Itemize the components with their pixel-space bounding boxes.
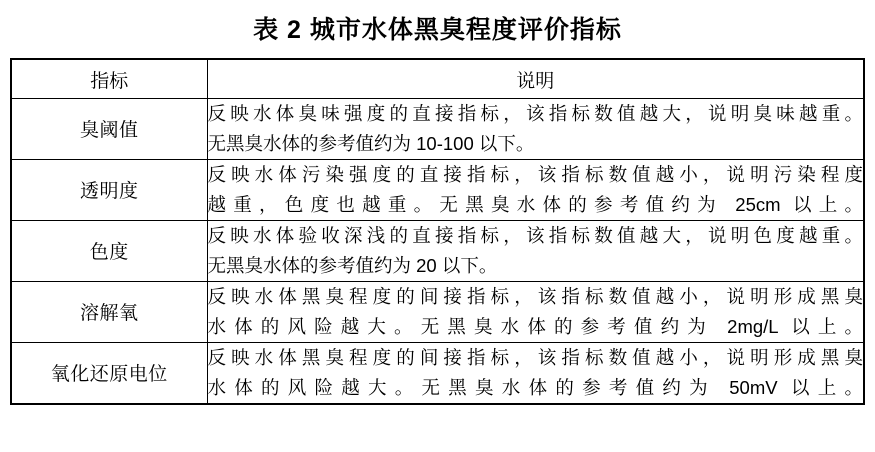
evaluation-indicators-table [10, 58, 865, 405]
description-line: 无黑臭水体的参考值约为 10-100 以下。 [207, 132, 535, 154]
table-container [0, 58, 875, 405]
cell-description [207, 342, 864, 403]
cell-indicator: 溶解氧 [11, 281, 207, 342]
cell-description [207, 281, 864, 342]
table-row [11, 342, 864, 403]
cell-description [207, 99, 864, 160]
description-line: 反映水体验收深浅的直接指标，该指标数值越大，说明色度越重。 [207, 224, 863, 246]
description-line: 反映水体臭味强度的直接指标，该指标数值越大，说明臭味越重。 [207, 103, 863, 124]
description-line: 水体的风险越大。无黑臭水体的参考值约为 50mV 以上。 [207, 376, 863, 398]
description-line: 越重，色度也越重。无黑臭水体的参考值约为 25cm 以上。 [207, 193, 863, 215]
cell-description [207, 159, 864, 220]
column-header-indicator: 指标 [11, 59, 207, 99]
column-header-description: 说明 [207, 59, 864, 99]
description-line: 反映水体黑臭程度的间接指标，该指标数值越小，说明形成黑臭 [207, 285, 863, 307]
table-title: 表 2 城市水体黑臭程度评价指标 [253, 16, 622, 44]
cell-indicator: 色度 [11, 220, 207, 281]
table-row [11, 99, 864, 160]
table-row [11, 159, 864, 220]
table-row [11, 281, 864, 342]
description-line: 反映水体黑臭程度的间接指标，该指标数值越小，说明形成黑臭 [207, 346, 863, 368]
description-line: 无黑臭水体的参考值约为 20 以下。 [207, 254, 498, 276]
cell-indicator: 臭阈值 [11, 99, 207, 160]
cell-indicator: 氧化还原电位 [11, 342, 207, 403]
table-row [11, 220, 864, 281]
table-header-row [11, 59, 864, 99]
description-line: 水体的风险越大。无黑臭水体的参考值约为 2mg/L 以上。 [207, 315, 863, 337]
cell-indicator: 透明度 [11, 159, 207, 220]
table-header [11, 59, 864, 99]
cell-description [207, 220, 864, 281]
description-line: 反映水体污染强度的直接指标，该指标数值越小，说明污染程度 [207, 163, 863, 185]
table-body [11, 99, 864, 404]
